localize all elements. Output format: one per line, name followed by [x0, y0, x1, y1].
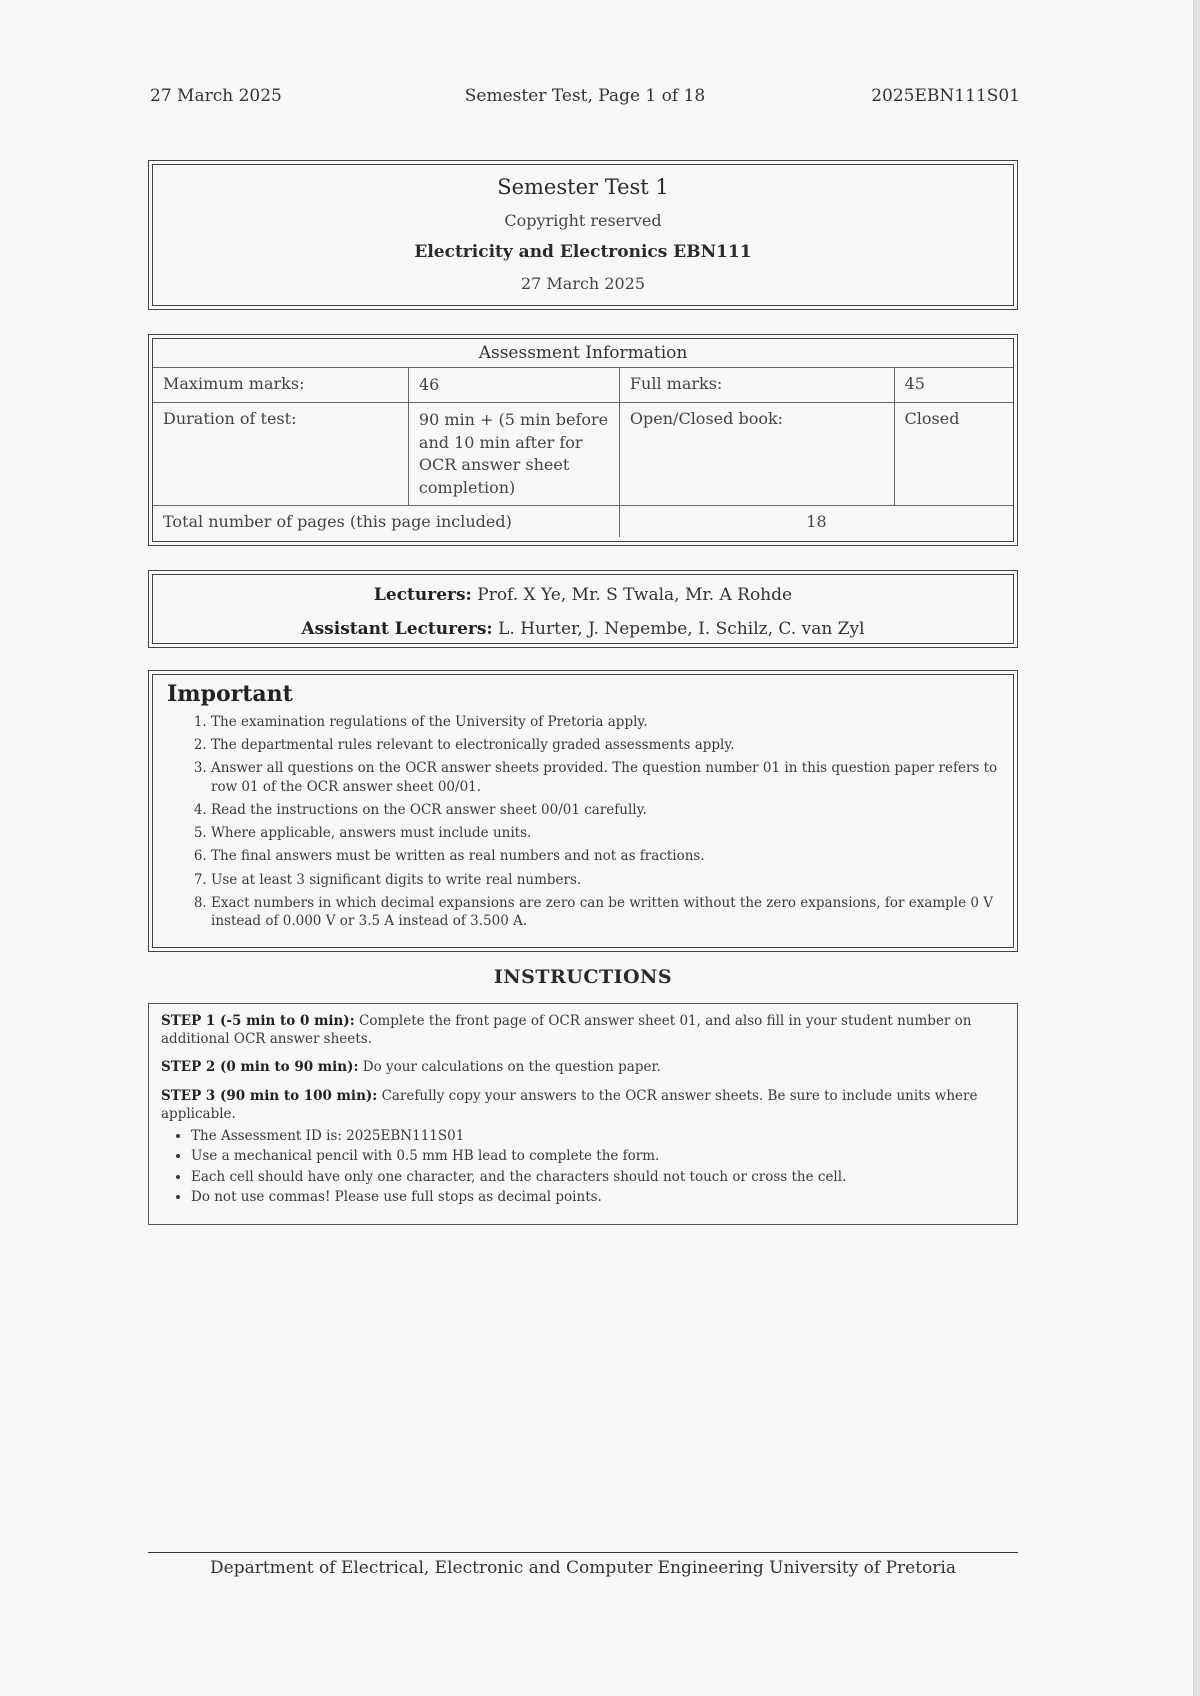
max-marks-label: Maximum marks:: [153, 368, 408, 403]
important-item: 1. The examination regulations of the University of Pretoria apply.: [211, 713, 999, 731]
footer-rule: [148, 1552, 1018, 1553]
step-1-text: Complete the front page of OCR answer sheet 01, and also fill in your student number on additional OCR answer sheets.: [161, 1013, 972, 1048]
important-item: 3. Answer all questions on the OCR answer sheets provided. The question number 01 in this question paper refers to row 01 of the OCR answer sheet 00/01.: [211, 759, 999, 795]
pages-label: Total number of pages (this page included): [153, 505, 619, 537]
lecturers-label: Lecturers:: [373, 585, 472, 605]
bullet-item: • Do not use commas! Please use full stops as decimal points.: [191, 1188, 1005, 1206]
test-title: Semester Test 1: [497, 175, 669, 199]
step-3-text: Carefully copy your answers to the OCR answer sheets. Be sure to include units where applicable.: [161, 1087, 978, 1122]
step-1: [161, 1012, 1005, 1048]
max-marks-value: 46: [408, 368, 619, 403]
copyright-notice: Copyright reserved: [504, 211, 662, 230]
step-1-label: STEP 1 (-5 min to 0 min):: [161, 1013, 355, 1029]
pages-value: 18: [619, 505, 1013, 537]
bullet-item: • Each cell should have only one character, and the characters should not touch or cross the cell.: [191, 1168, 1005, 1186]
instructions-box: [148, 1003, 1018, 1225]
step-3-label: STEP 3 (90 min to 100 min):: [161, 1087, 378, 1104]
important-item: 8. Exact numbers in which decimal expansions are zero can be written without the zero expansions, for example 0 V instead of 0.000 V or 3.5 A instead of 3.500 A.: [211, 894, 999, 930]
assistants-label: Assistant Lecturers:: [301, 619, 493, 639]
page-edge: [1193, 0, 1200, 1696]
header-page-number: Semester Test, Page 1 of 18: [464, 86, 706, 106]
important-item: 2. The departmental rules relevant to electronically graded assessments apply.: [211, 736, 999, 754]
book-value: Closed: [894, 403, 1013, 506]
course-name: Electricity and Electronics EBN111: [414, 242, 752, 262]
lecturers-line: [153, 585, 1013, 605]
full-marks-label: Full marks:: [619, 368, 894, 403]
important-item: 5. Where applicable, answers must include units.: [211, 824, 999, 842]
important-item: 4. Read the instructions on the OCR answer sheet 00/01 carefully.: [211, 801, 999, 819]
important-box: [148, 670, 1018, 952]
step-2-label: STEP 2 (0 min to 90 min):: [161, 1059, 359, 1076]
assessment-table: [153, 339, 1013, 537]
assessment-info-box: [148, 334, 1018, 546]
page-header: [150, 86, 1020, 116]
important-item: 7. Use at least 3 significant digits to write real numbers.: [211, 871, 999, 889]
book-label: Open/Closed book:: [619, 403, 894, 506]
full-marks-value: 45: [894, 368, 1013, 403]
title-box: [148, 160, 1018, 310]
bullet-item: • The Assessment ID is: 2025EBN111S01: [191, 1127, 1005, 1145]
header-course-code: 2025EBN111S01: [871, 86, 1020, 106]
header-date: 27 March 2025: [150, 86, 282, 106]
page-footer: Department of Electrical, Electronic and Computer Engineering University of Pretoria: [210, 1558, 956, 1578]
important-list: [167, 713, 999, 930]
step-3: [161, 1087, 1005, 1123]
instruction-bullets: [161, 1127, 1005, 1206]
bullet-item: • Use a mechanical pencil with 0.5 mm HB lead to complete the form.: [191, 1147, 1005, 1165]
assessment-heading: Assessment Information: [153, 339, 1013, 368]
instructions-heading: INSTRUCTIONS: [493, 966, 673, 988]
step-2: [161, 1058, 1005, 1076]
assistants-names: L. Hurter, J. Nepembe, I. Schilz, C. van Zyl: [498, 619, 865, 639]
duration-label: Duration of test:: [153, 403, 408, 506]
lecturers-names: Prof. X Ye, Mr. S Twala, Mr. A Rohde: [477, 585, 793, 605]
important-item: 6. The final answers must be written as real numbers and not as fractions.: [211, 847, 999, 865]
important-title: Important: [167, 681, 293, 707]
step-2-text: Do your calculations on the question paper.: [362, 1059, 661, 1076]
assistants-line: [153, 619, 1013, 639]
duration-value: 90 min + (5 min before and 10 min after for OCR answer sheet completion): [408, 403, 619, 506]
test-date: 27 March 2025: [520, 274, 646, 293]
lecturers-box: [148, 570, 1018, 648]
